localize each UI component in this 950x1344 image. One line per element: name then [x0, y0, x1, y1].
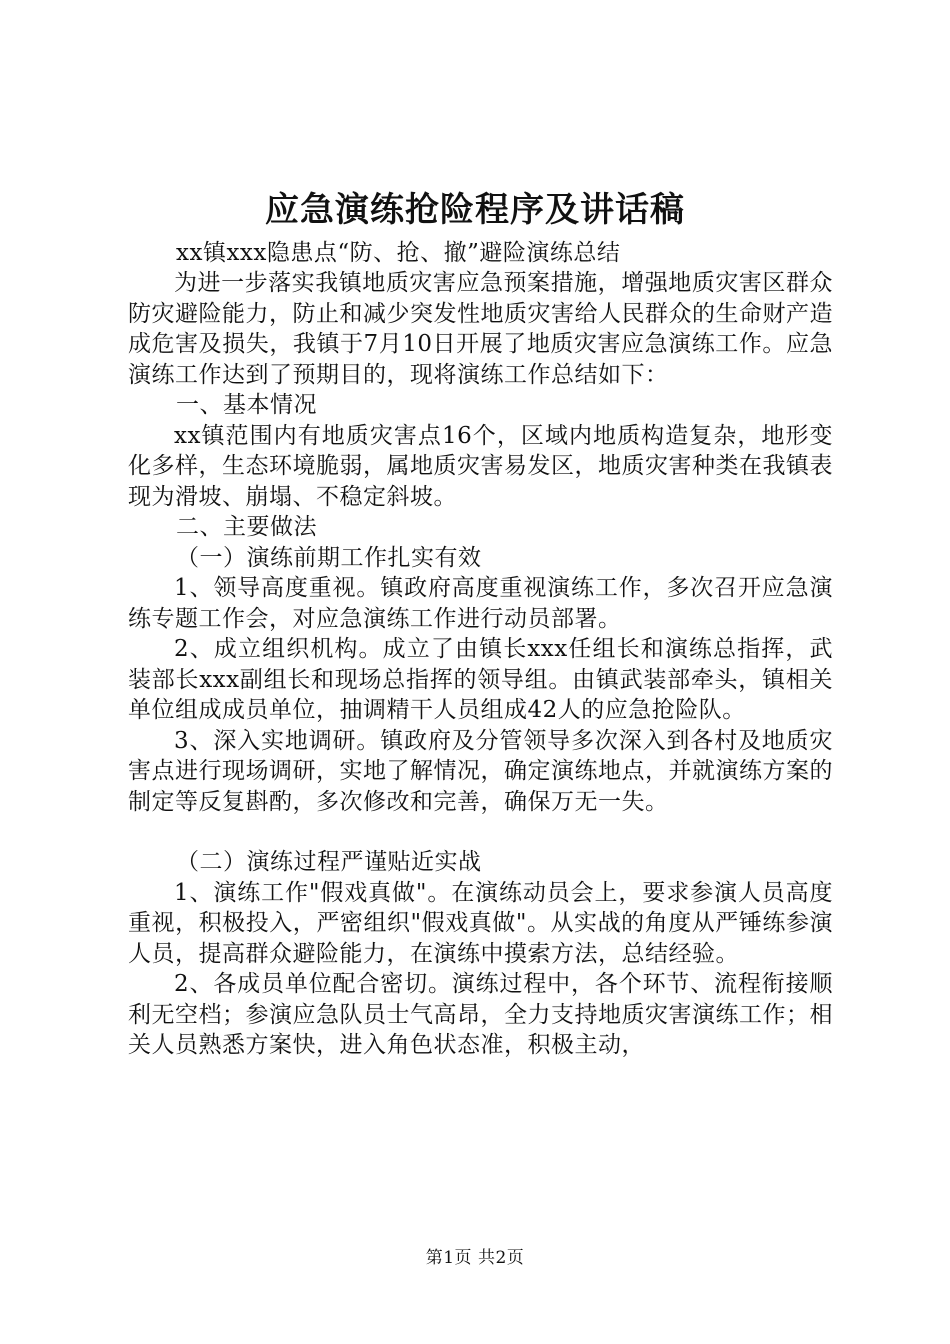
paragraph-item: 2、成立组织机构。成立了由镇长xxx任组长和演练总指挥，武装部长xxx副组长和现场总指挥的领导组。由镇武装部牵头，镇相关单位组成成员单位，抽调精干人员组成42人的应急抢险队。 — [128, 636, 833, 723]
paragraph-item: 3、深入实地调研。镇政府及分管领导多次深入到各村及地质灾害点进行现场调研，实地了解情况，确定演练地点，并就演练方案的制定等反复斟酌，多次修改和完善，确保万无一失。 — [128, 727, 833, 815]
document-subtitle: xx镇xxx隐患点“防、抢、撤”避险演练总结 — [176, 240, 621, 266]
paragraph-gap — [128, 817, 833, 847]
paragraph-intro: 为进一步落实我镇地质灾害应急预案措施，增强地质灾害区群众防灾避险能力，防止和减少突发性地质灾害给人民群众的生命财产造成危害及损失，我镇于7月10日开展了地质灾害应急演练工作。应急演练工作达到了预期目的，现将演练工作总结如下： — [128, 270, 833, 388]
paragraph-item: 1、领导高度重视。镇政府高度重视演练工作，多次召开应急演练专题工作会，对应急演练工作进行动员部署。 — [128, 575, 833, 632]
paragraph-item: 2、各成员单位配合密切。演练过程中，各个环节、流程衔接顺利无空档；参演应急队员士气高昂，全力支持地质灾害演练工作；相关人员熟悉方案快，进入角色状态准，积极主动， — [128, 971, 833, 1058]
section-heading-methods: 二、主要做法 — [176, 514, 317, 540]
paragraph-item: 1、演练工作"假戏真做"。在演练动员会上，要求参演人员高度重视，积极投入，严密组织"假戏真做"。从实战的角度从严锤练参演人员，提高群众避险能力，在演练中摸索方法，总结经验。 — [128, 879, 833, 967]
subsection-heading-process: （二）演练过程严谨贴近实战 — [176, 849, 482, 875]
subsection-heading-preparation: （一）演练前期工作扎实有效 — [176, 544, 482, 571]
section-heading-basic: 一、基本情况 — [176, 392, 317, 418]
paragraph-basic-situation: xx镇范围内有地质灾害点16个，区域内地质构造复杂，地形变化多样，生态环境脆弱，属地质灾害易发区，地质灾害种类在我镇表现为滑坡、崩塌、不稳定斜坡。 — [128, 422, 833, 510]
document-body — [128, 238, 833, 1061]
document-title: 应急演练抢险程序及讲话稿 — [265, 190, 685, 230]
page-footer: 第1页 共2页 — [425, 1248, 525, 1268]
